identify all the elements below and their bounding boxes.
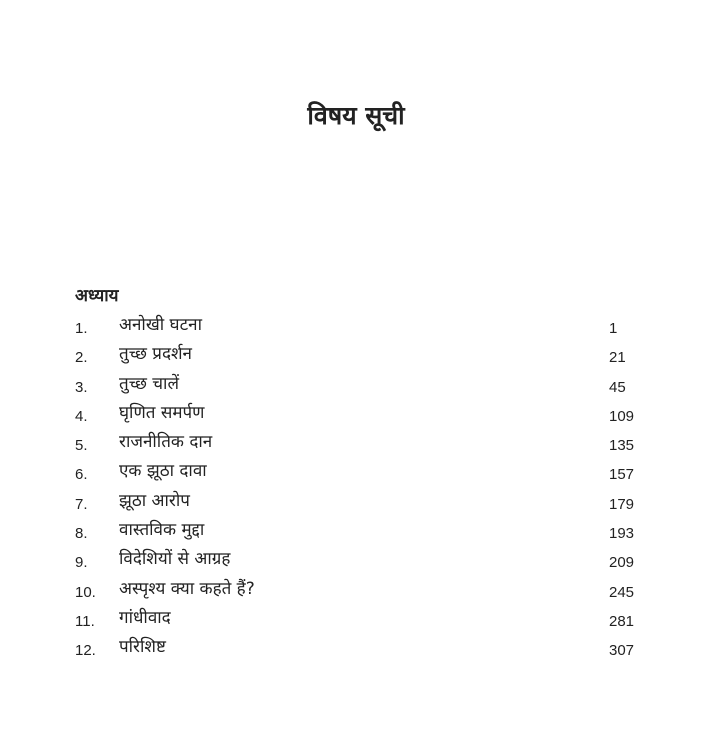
toc-entry bbox=[0, 634, 720, 663]
page-number: 45 bbox=[609, 378, 626, 396]
chapter-title: गांधीवाद bbox=[119, 607, 171, 628]
chapter-number: 2. bbox=[75, 349, 88, 367]
chapter-title: तुच्छ चालें bbox=[119, 373, 179, 394]
chapter-title: एक झूठा दावा bbox=[119, 461, 207, 482]
chapter-number: 1. bbox=[75, 320, 88, 337]
toc-entry bbox=[0, 546, 720, 575]
page-number: 21 bbox=[609, 349, 626, 367]
chapter-title: घृणित समर्पण bbox=[119, 402, 205, 423]
toc-entry bbox=[0, 429, 720, 458]
toc-entry bbox=[0, 517, 720, 546]
toc-entry bbox=[0, 341, 720, 370]
page-number: 245 bbox=[609, 583, 635, 601]
page-number: 1 bbox=[609, 320, 618, 337]
page-number: 135 bbox=[609, 437, 635, 455]
chapter-title: अनोखी घटना bbox=[119, 315, 202, 335]
table-of-contents bbox=[0, 312, 720, 664]
chapter-heading: अध्याय bbox=[75, 286, 119, 306]
page-number: 209 bbox=[609, 554, 635, 572]
page-number: 193 bbox=[609, 525, 635, 543]
page-number: 179 bbox=[609, 495, 635, 513]
chapter-title: परिशिष्ट bbox=[119, 637, 166, 658]
page-number: 281 bbox=[609, 612, 635, 630]
chapter-number: 4. bbox=[75, 407, 88, 425]
chapter-number: 10. bbox=[75, 583, 96, 601]
page-number: 157 bbox=[609, 466, 635, 484]
chapter-title: वास्तविक मुद्दा bbox=[119, 520, 205, 541]
toc-entry bbox=[0, 312, 720, 341]
toc-entry bbox=[0, 488, 720, 517]
chapter-number: 3. bbox=[75, 378, 88, 396]
chapter-number: 9. bbox=[75, 554, 88, 572]
chapter-number: 12. bbox=[75, 642, 96, 660]
toc-entry bbox=[0, 400, 720, 429]
chapter-title: राजनीतिक दान bbox=[119, 432, 213, 453]
chapter-number: 7. bbox=[75, 495, 88, 513]
page-number: 307 bbox=[609, 642, 635, 660]
toc-entry bbox=[0, 605, 720, 634]
chapter-number: 8. bbox=[75, 525, 88, 543]
chapter-title: विदेशियों से आग्रह bbox=[119, 549, 231, 570]
chapter-number: 6. bbox=[75, 466, 88, 484]
chapter-number: 11. bbox=[75, 612, 95, 630]
page-title: विषय सूची bbox=[307, 101, 405, 130]
chapter-title: अस्पृश्य क्या कहते हैं? bbox=[119, 578, 255, 599]
chapter-title: झूठा आरोप bbox=[119, 490, 190, 511]
toc-entry bbox=[0, 576, 720, 605]
toc-entry bbox=[0, 458, 720, 487]
page-number: 109 bbox=[609, 407, 635, 425]
chapter-number: 5. bbox=[75, 437, 88, 455]
chapter-title: तुच्छ प्रदर्शन bbox=[119, 344, 192, 365]
toc-entry bbox=[0, 371, 720, 400]
